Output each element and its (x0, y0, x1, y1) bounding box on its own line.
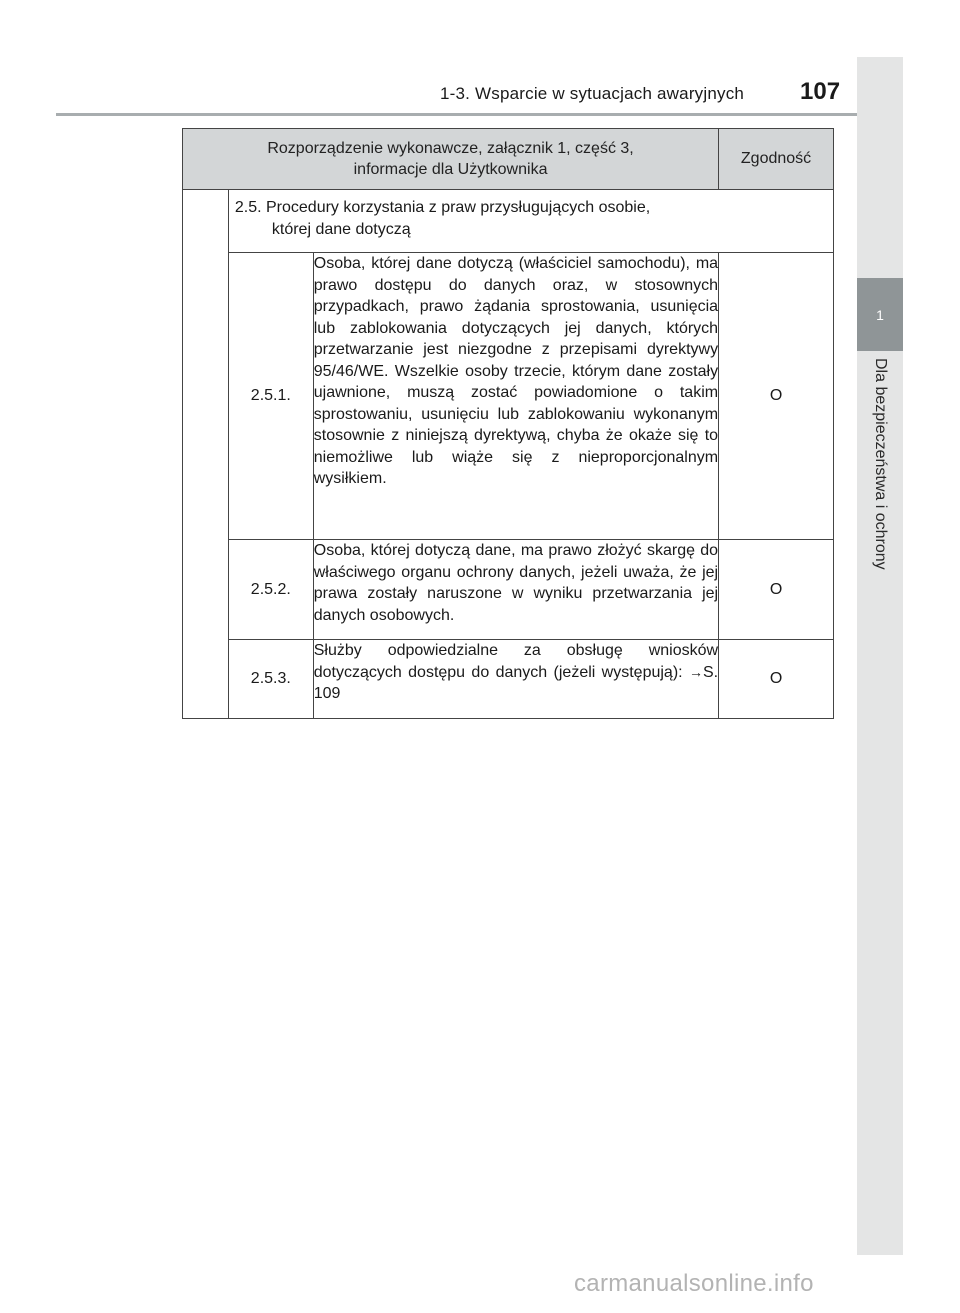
section-heading-line1: 2.5. Procedury korzystania z praw przysługujących osobie, (234, 199, 651, 216)
side-tab-strip (857, 57, 903, 1255)
header-divider (56, 113, 902, 116)
table-header-row (183, 129, 834, 190)
page-reference-link[interactable]: S. 109 (313, 663, 719, 702)
section-row (183, 190, 834, 253)
chapter-tab[interactable] (857, 278, 903, 351)
header-regulation (183, 129, 719, 190)
chapter-number: 1 (876, 306, 884, 323)
header-regulation-line2: informacje dla Użytkownika (353, 161, 548, 178)
row-text (313, 640, 718, 719)
watermark: carmanualsonline.info (574, 1270, 814, 1297)
row-compliance: O (719, 640, 834, 719)
row-compliance: O (719, 253, 834, 540)
row-text-body: Służby odpowiedzialne za obsługę wniosków dotyczących dostępu do danych (jeżeli występują): (313, 642, 719, 681)
table-row (183, 253, 834, 540)
indent-cell (183, 190, 229, 719)
row-text: Osoba, której dotyczą dane, ma prawo złożyć skargę do właściwego organu ochrony danych, jeżeli uważa, że jej prawa zostały naruszone w wyniku przetwarzania jej danych osobowych. (313, 540, 718, 640)
compliance-table (182, 128, 834, 719)
row-number: 2.5.2. (228, 540, 313, 640)
section-heading-line2: której dane dotyczą (271, 220, 411, 238)
header-regulation-line1: Rozporządzenie wykonawcze, załącznik 1, część 3, (267, 139, 634, 157)
table-row (183, 640, 834, 719)
header-section-title: 1-3. Wsparcie w sytuacjach awaryjnych (440, 84, 745, 103)
row-number: 2.5.1. (228, 253, 313, 540)
page-number: 107 (800, 78, 841, 105)
section-heading (228, 190, 833, 253)
header-compliance: Zgodność (719, 129, 834, 190)
row-text: Osoba, której dane dotyczą (właściciel samochodu), ma prawo dostępu do danych oraz, w stosownych przypadkach, prawo żądania sprostowania, usunięcia lub zablokowania dotyczących jej danych, których przetwarzanie jest niezgodne z przepisami dyrektywy 95/46/WE. Wszelkie osoby trzecie, którym dane zostały ujawnione, muszą zostać powiadomione o takim sprostowaniu, usunięciu lub zablokowaniu wykonanym stosownie z niniejszą dyrektywą, chyba że okaże się to niemożliwe lub wiąże się z nieproporcjonalnym wysiłkiem. (313, 253, 718, 540)
row-compliance: O (719, 540, 834, 640)
arrow-icon: → (688, 663, 703, 680)
row-number: 2.5.3. (228, 640, 313, 719)
table-row (183, 540, 834, 640)
chapter-title: Dla bezpieczeństwa i ochrony (872, 358, 889, 570)
